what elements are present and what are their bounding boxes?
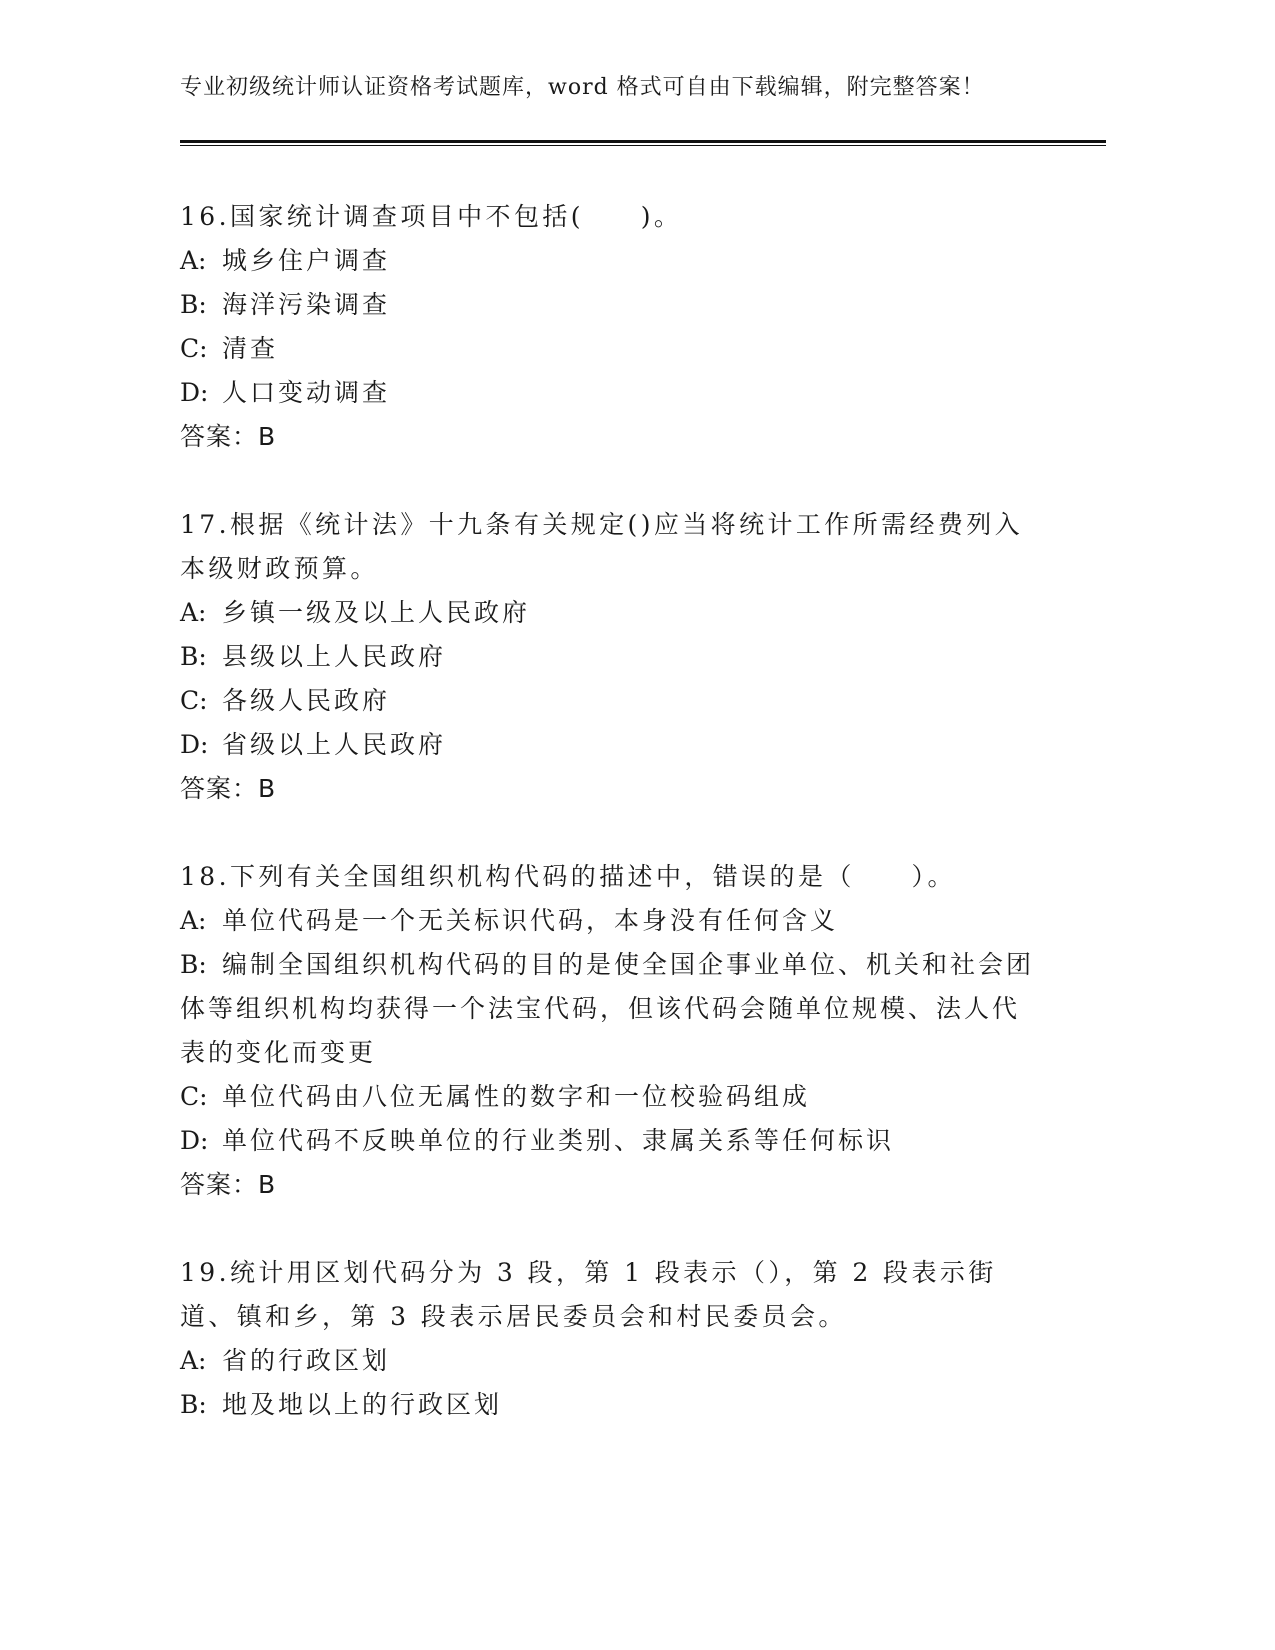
option-d <box>180 723 1040 767</box>
question-stem: 17.根据《统计法》十九条有关规定()应当将统计工作所需经费列入本级财政预算。 <box>180 510 1024 583</box>
question-list <box>180 195 1040 1471</box>
option-a <box>180 899 1040 943</box>
option-text: 地及地以上的行政区划 <box>222 1390 503 1419</box>
answer-line: 答案：B <box>180 1170 277 1199</box>
option-text: 单位代码不反映单位的行业类别、隶属关系等任何标识 <box>222 1126 895 1155</box>
option-text: 编制全国组织机构代码的目的是使全国企事业单位、机关和社会团体等组织机构均获得一个法宝代码，但该代码会随单位规模、法人代表的变化而变更 <box>180 950 1035 1067</box>
option-text: 单位代码由八位无属性的数字和一位校验码组成 <box>222 1082 811 1111</box>
answer-line: 答案：B <box>180 774 277 803</box>
option-key: A: <box>180 246 207 275</box>
option-a <box>180 239 1040 283</box>
option-d <box>180 1119 1040 1163</box>
question-stem: 19.统计用区划代码分为 3 段，第 1 段表示（），第 2 段表示街道、镇和乡，第 3 段表示居民委员会和村民委员会。 <box>180 1258 997 1331</box>
question-17 <box>180 503 1040 811</box>
option-text: 省级以上人民政府 <box>222 730 447 759</box>
option-c <box>180 1075 1040 1119</box>
option-b <box>180 943 1040 1075</box>
option-key: B: <box>180 290 207 319</box>
option-a <box>180 1339 1040 1383</box>
option-b <box>180 1383 1040 1427</box>
option-key: A: <box>180 1346 207 1375</box>
option-text: 清查 <box>222 334 279 363</box>
option-key: D: <box>180 378 209 407</box>
option-key: B: <box>180 1390 207 1419</box>
option-key: B: <box>180 642 207 671</box>
answer-line: 答案：B <box>180 422 277 451</box>
option-b <box>180 283 1040 327</box>
option-text: 县级以上人民政府 <box>222 642 447 671</box>
header-divider <box>180 140 1106 146</box>
option-key: B: <box>180 950 207 979</box>
option-key: A: <box>180 598 207 627</box>
question-stem: 16.国家统计调查项目中不包括( )。 <box>180 202 683 231</box>
option-key: C: <box>180 1082 208 1111</box>
option-key: A: <box>180 906 207 935</box>
option-text: 海洋污染调查 <box>222 290 391 319</box>
option-text: 省的行政区划 <box>222 1346 391 1375</box>
option-c <box>180 327 1040 371</box>
option-text: 城乡住户调查 <box>222 246 391 275</box>
option-a <box>180 591 1040 635</box>
page-header: 专业初级统计师认证资格考试题库，word 格式可自由下载编辑，附完整答案！ <box>180 75 985 100</box>
option-d <box>180 371 1040 415</box>
option-text: 乡镇一级及以上人民政府 <box>222 598 531 627</box>
option-text: 人口变动调查 <box>222 378 391 407</box>
option-text: 各级人民政府 <box>222 686 391 715</box>
question-19 <box>180 1251 1040 1427</box>
option-b <box>180 635 1040 679</box>
option-text: 单位代码是一个无关标识代码，本身没有任何含义 <box>222 906 839 935</box>
option-key: D: <box>180 1126 209 1155</box>
question-stem: 18.下列有关全国组织机构代码的描述中，错误的是（ ）。 <box>180 862 956 891</box>
question-18 <box>180 855 1040 1207</box>
option-key: D: <box>180 730 209 759</box>
option-c <box>180 679 1040 723</box>
option-key: C: <box>180 686 208 715</box>
question-16 <box>180 195 1040 459</box>
option-key: C: <box>180 334 208 363</box>
